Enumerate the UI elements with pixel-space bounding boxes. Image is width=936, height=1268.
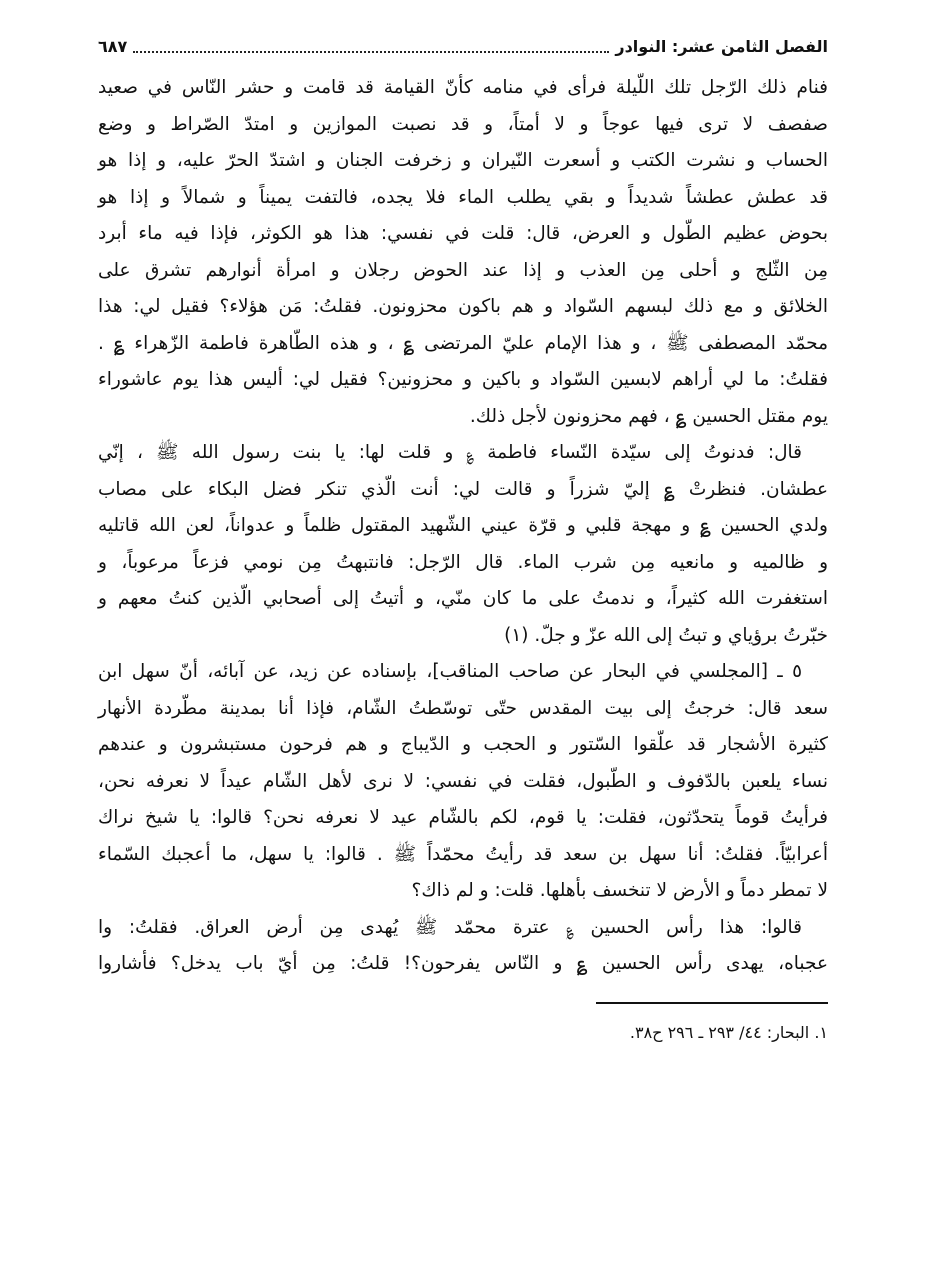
text-line: خبّرتُ برؤياي و تبتُ إلى الله عزّ و جلّ. (١) [504,624,828,646]
footnote: ١. البحار: ٤٤/ ٢٩٣ ـ ٢٩٦ ح٣٨. [629,1023,828,1042]
text-line: قالوا: هذا رأس الحسين ؏ عترة محمّد ﷺ يُهدى مِن أرض العراق. فقلتُ: وا [98,916,802,938]
text-line: الحساب و نشرت الكتب و أسعرت النّيران و زخرفت الجنان و اشتدّ الحرّ عليه، و إذا هو [98,150,828,171]
text-line: قد عطش عطشاً شديداً و بقي يطلب الماء فلا يجده، فالتفت يميناً و شمالاً و إذا هو [98,186,828,208]
text-line: سعد قال: خرجتُ إلى بيت المقدس حتّى توسّطتُ الشّام، فإذا أنا بمدينة مطّردة الأنهار [98,697,828,719]
text-line: فرأيتُ قوماً يتحدّثون، فقلت: يا قوم، لكم بالشّام عيد لا نعرفه نحن؟ قالوا: يا شيخ نراك [98,807,828,828]
text-line: عطشان. فنظرتْ ؏ إليّ شزراً و قالت لي: أنت الّذي تنكر فضل البكاء على مصاب [98,478,828,500]
leader-dots [133,39,609,53]
text-line: عجباه، يهدى رأس الحسين ؏ و النّاس يفرحون؟! قلتُ: مِن أيّ باب يدخل؟ فأشاروا [98,953,828,974]
text-line: أعرابيّاً. فقلتُ: أنا سهل بن سعد قد رأيتُ محمّداً ﷺ . قالوا: يا سهل، ما أعجبك السّماء [98,843,828,865]
text-line: ولدي الحسين ؏ و مهجة قلبي و قرّة عيني الشّهيد المقتول ظلماً و عدواناً، لعن الله قاتليه [98,515,828,536]
text-line: ٥ ـ [المجلسي في البحار عن صاحب المناقب]، بإسناده عن زيد، عن آبائه، أنّ سهل ابن [98,661,802,682]
text-line: و ظالميه و مانعيه مِن شرب الماء. قال الرّجل: فانتبهتُ مِن نومي فزعاً مرعوباً، و [98,551,828,573]
text-line: قال: فدنوتُ إلى سيّدة النّساء فاطمة ؏ و قلت لها: يا بنت رسول الله ﷺ ، إنّي [98,442,802,463]
text-line: لا تمطر دماً و الأرض لا تنخسف بأهلها. قلت: و لم ذاك؟ [411,880,828,901]
text-line: الخلائق و مع ذلك لبسهم السّواد و هم باكون محزونون. فقلتُ: مَن هؤلاء؟ فقيل لي: هذا [98,296,828,317]
chapter-title: الفصل الثامن عشر: النوادر [615,36,828,56]
text-line: نساء يلعبن بالدّفوف و الطّبول، فقلت في نفسي: لا نرى لأهل الشّام عيداً لا نعرفه نحن، [98,770,828,792]
text-line: يوم مقتل الحسين ؏ ، فهم محزونون لأجل ذلك. [469,405,828,427]
page-number: ٦٨٧ [98,36,128,56]
text-line: صفصف لا ترى فيها عوجاً و لا أمتاً، و قد نصبت الموازين و امتدّ الصّراط و وضع [98,113,828,135]
text-line: كثيرة الأشجار قد علّقوا السّتور و الحجب و الدّيباج و هم فرحون مستبشرون و عندهم [98,734,828,755]
text-line: مِن الثّلج و أحلى مِن العذب و إذا عند الحوض رجلان و امرأة أنوارهم تشرق على [98,259,828,281]
text-line: بحوض عظيم الطّول و العرض، قال: قلت في نفسي: هذا هو الكوثر، فإذا فيه ماء أبرد [98,223,828,244]
text-line: فقلتُ: ما لي أراهم لابسين السّواد و باكين و محزونين؟ فقيل لي: أليس هذا يوم عاشوراء [98,369,828,390]
running-header [98,32,828,60]
text-line: فنام ذلك الرّجل تلك اللّيلة فرأى في منامه كأنّ القيامة قد قامت و حشر النّاس في صعيد [98,77,828,98]
footnote-divider [596,1002,828,1004]
page-body [98,70,828,983]
text-line: استغفرت الله كثيراً، و ندمتُ على ما كان منّي، و أتيتُ إلى أصحابي الّذين كنتُ معهم و [98,588,828,609]
text-line: محمّد المصطفى ﷺ ، و هذا الإمام عليّ المرتضى ؏ ، و هذه الطّاهرة فاطمة الزّهراء ؏ . [98,332,828,354]
